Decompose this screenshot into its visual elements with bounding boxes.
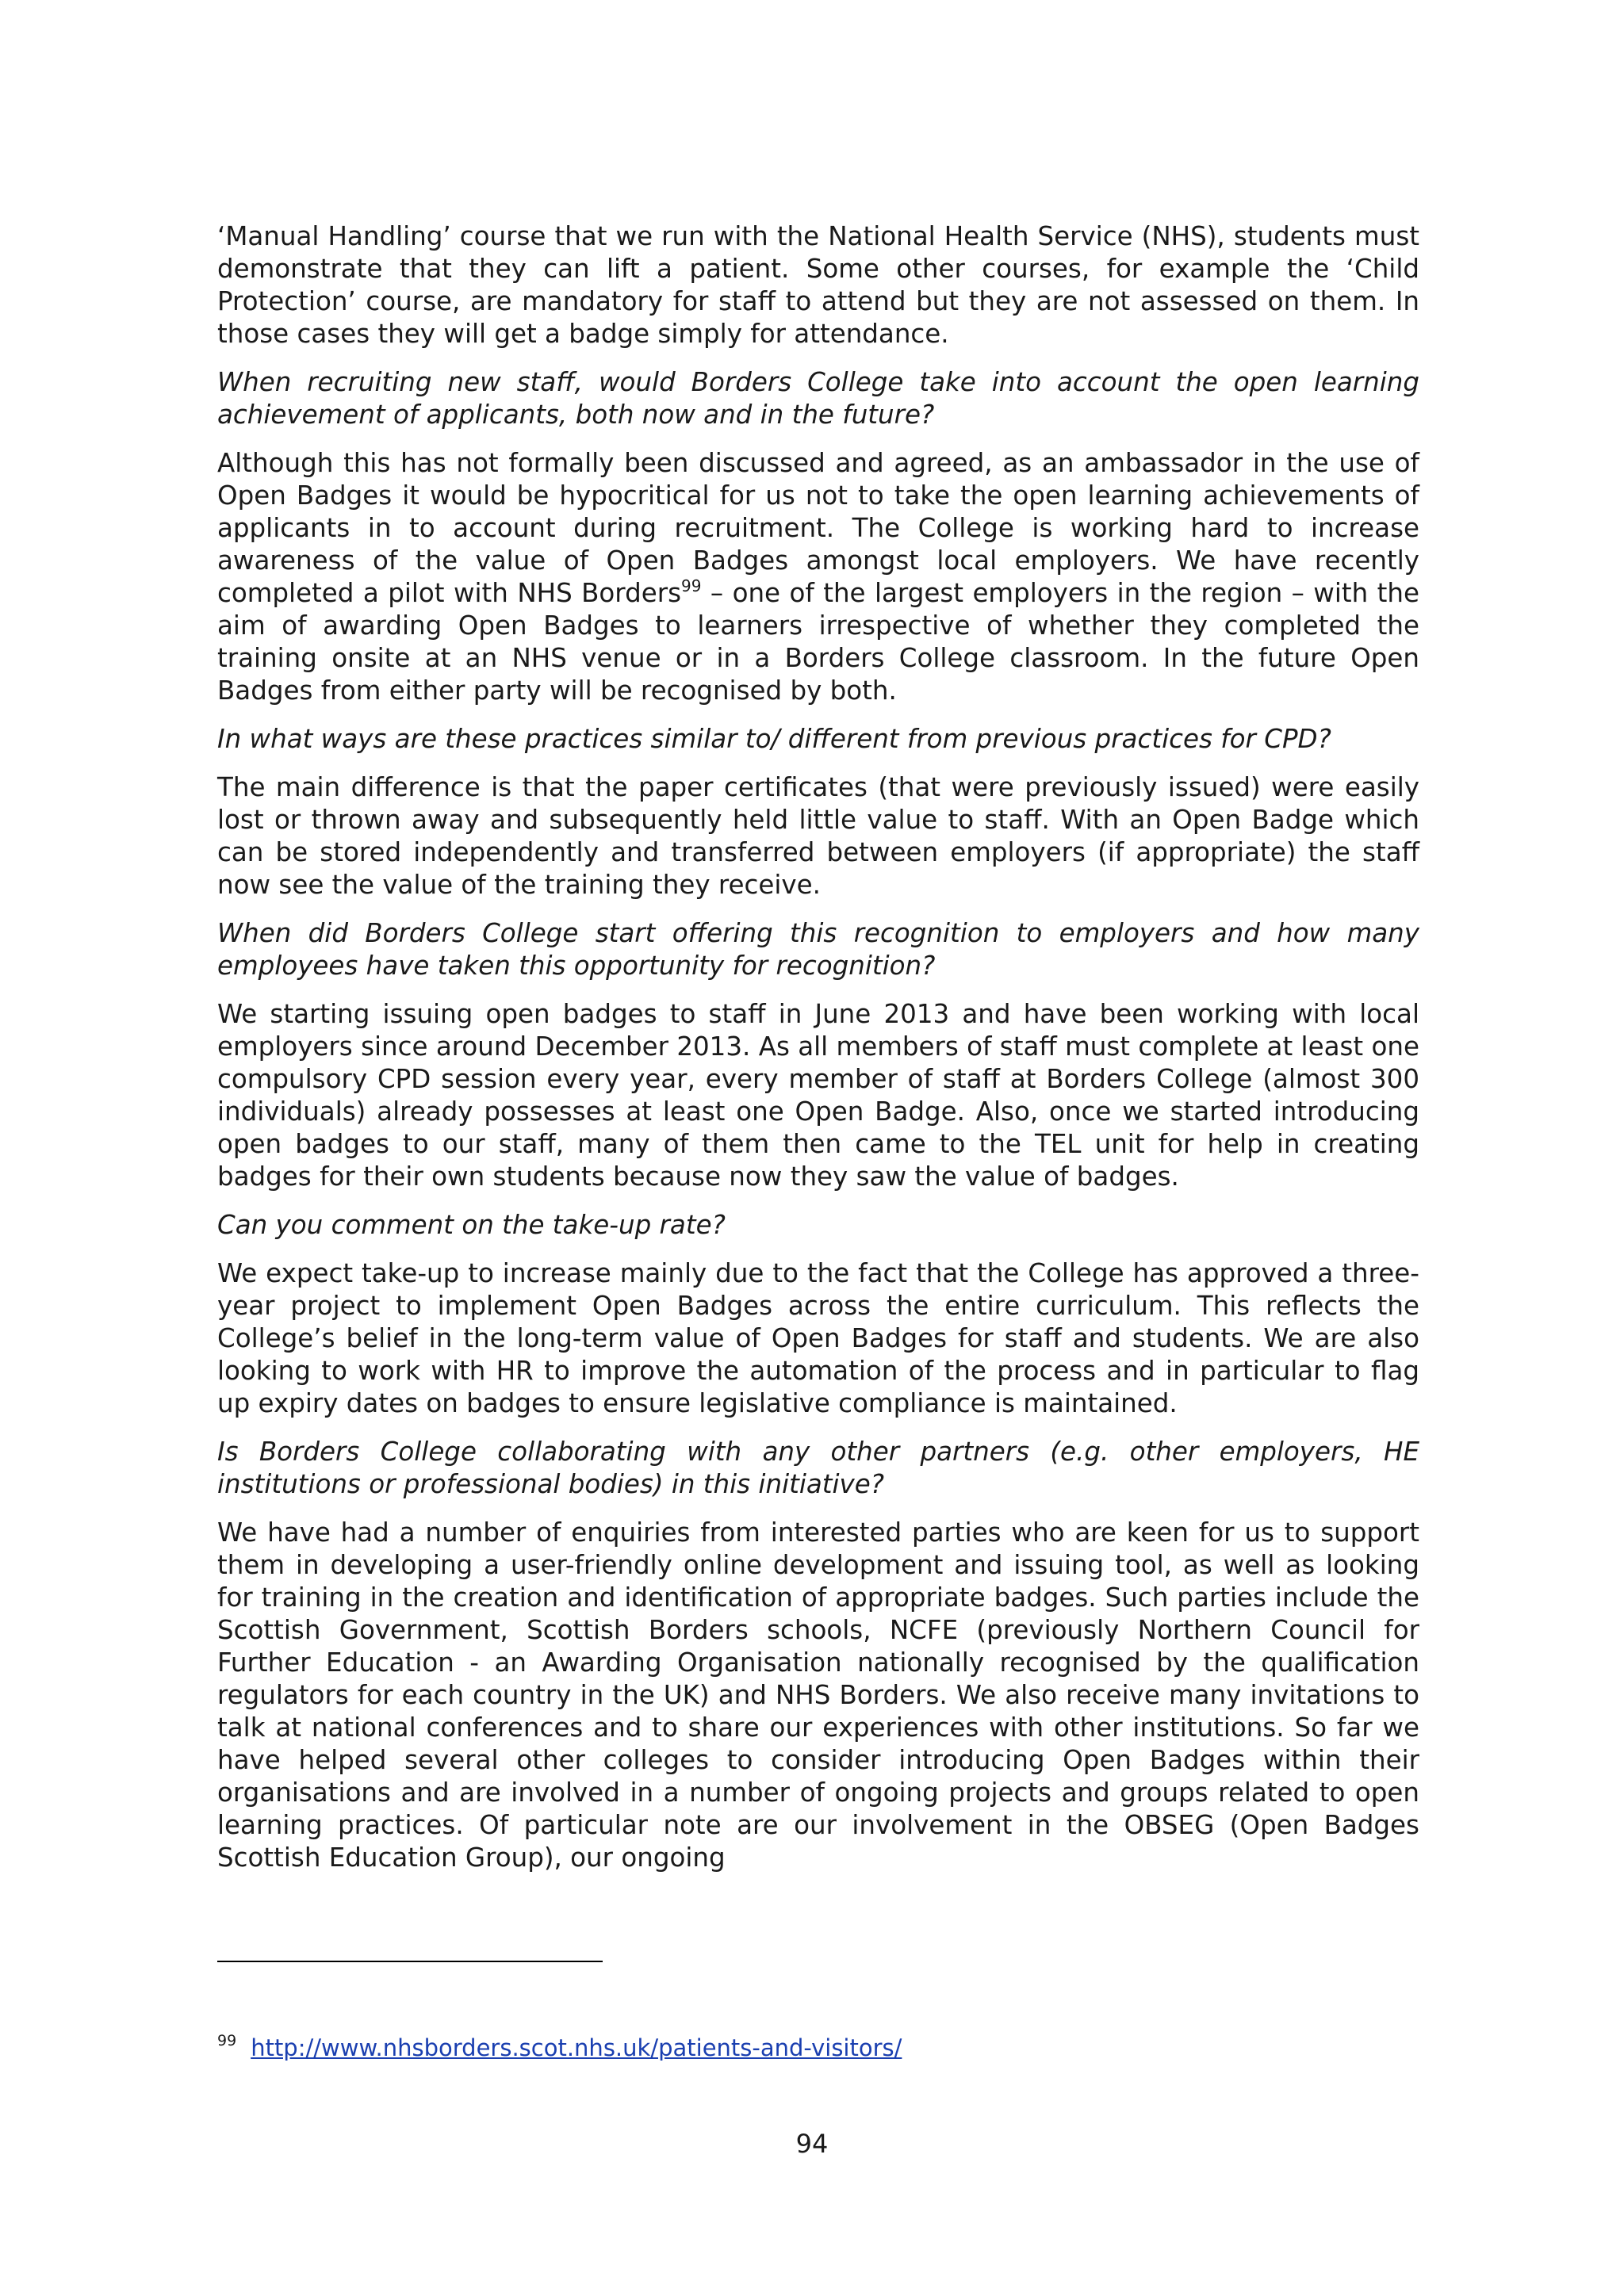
footnote xyxy=(217,2034,902,2062)
question-recognition-start: When did Borders College start offering this recognition to employers and how many employees have taken this opportunity for recognition? xyxy=(217,918,1419,981)
question-take-up-rate: Can you comment on the take-up rate? xyxy=(217,1210,726,1240)
question-collaboration: Is Borders College collaborating with any other partners (e.g. other employers, HE institutions or professional bodies) in this initiative? xyxy=(217,1437,1419,1499)
page-number: 94 xyxy=(795,2129,829,2159)
paragraph-manual-handling: ‘Manual Handling’ course that we run with the National Health Service (NHS), students must demonstrate that they can lift a patient. Some other courses, for example the ‘Child Protection’ course, are mandatory for staff to attend but they are not assessed on them. In those cases they will get a badge simply for attendance. xyxy=(217,221,1419,349)
footnote-separator xyxy=(217,1961,603,1962)
footnote-number: 99 xyxy=(217,2032,237,2049)
paragraph-take-up-answer: We expect take-up to increase mainly due to the fact that the College has approved a three-year project to implement Open Badges across the entire curriculum. This reflects the College’s belief in the long-term value of Open Badges for staff and students. We are also looking to work with HR to improve the automation of the process and in particular to flag up expiry dates on badges to ensure legislative compliance is maintained. xyxy=(217,1258,1419,1418)
question-cpd-practices: In what ways are these practices similar to/ different from previous practices for CPD? xyxy=(217,724,1331,754)
paragraph-text-before-ref: Although this has not formally been discussed and agreed, as an ambassador in the use of Open Badges it would be hypocritical for us not to take the open learning achievements of applicants in to account during recruitment. The College is working hard to increase awareness of the value of Open Badges amongst local employers. We have recently completed a pilot with NHS Borders xyxy=(217,448,1419,608)
paragraph-text-after-ref: – one of the largest employers in the region – with the aim of awarding Open Badges to learners irrespective of whether they completed the training onsite at an NHS venue or in a Borders College classroom. In the future Open Badges from either party will be recognised by both. xyxy=(217,578,1419,706)
paragraph-recruitment-answer xyxy=(217,447,1419,707)
question-recruiting: When recruiting new staff, would Borders College take into account the open learning achievement of applicants, both now and in the future? xyxy=(217,367,1419,430)
paragraph-recognition-answer: We starting issuing open badges to staff in June 2013 and have been working with local employers since around December 2013. As all members of staff must complete at least one compulsory CPD session every year, every member of staff at Borders College (almost 300 individuals) already possesses at least one Open Badge. Also, once we started introducing open badges to our staff, many of them then came to the TEL unit for help in creating badges for their own students because now they saw the value of badges. xyxy=(217,999,1419,1192)
body-text xyxy=(217,220,1419,1890)
paragraph-cpd-answer: The main difference is that the paper certificates (that were previously issued) were easily lost or thrown away and subsequently held little value to staff. With an Open Badge which can be stored independently and transferred between employers (if appropriate) the staff now see the value of the training they receive. xyxy=(217,772,1419,900)
footnote-reference: 99 xyxy=(681,576,702,595)
paragraph-collaboration-answer: We have had a number of enquiries from interested parties who are keen for us to support them in developing a user-friendly online development and issuing tool, as well as looking for training in the creation and identification of appropriate badges. Such parties include the Scottish Government, Scottish Borders schools, NCFE (previously Northern Council for Further Education - an Awarding Organisation nationally recognised by the qualification regulators for each country in the UK) and NHS Borders. We also receive many invitations to talk at national conferences and to share our experiences with other institutions. So far we have helped several other colleges to consider introducing Open Badges within their organisations and are involved in a number of ongoing projects and groups related to open learning practices. Of particular note are our involvement in the OBSEG (Open Badges Scottish Education Group), our ongoing xyxy=(217,1517,1419,1873)
footnote-link[interactable]: http://www.nhsborders.scot.nhs.uk/patients-and-visitors/ xyxy=(251,2034,902,2061)
